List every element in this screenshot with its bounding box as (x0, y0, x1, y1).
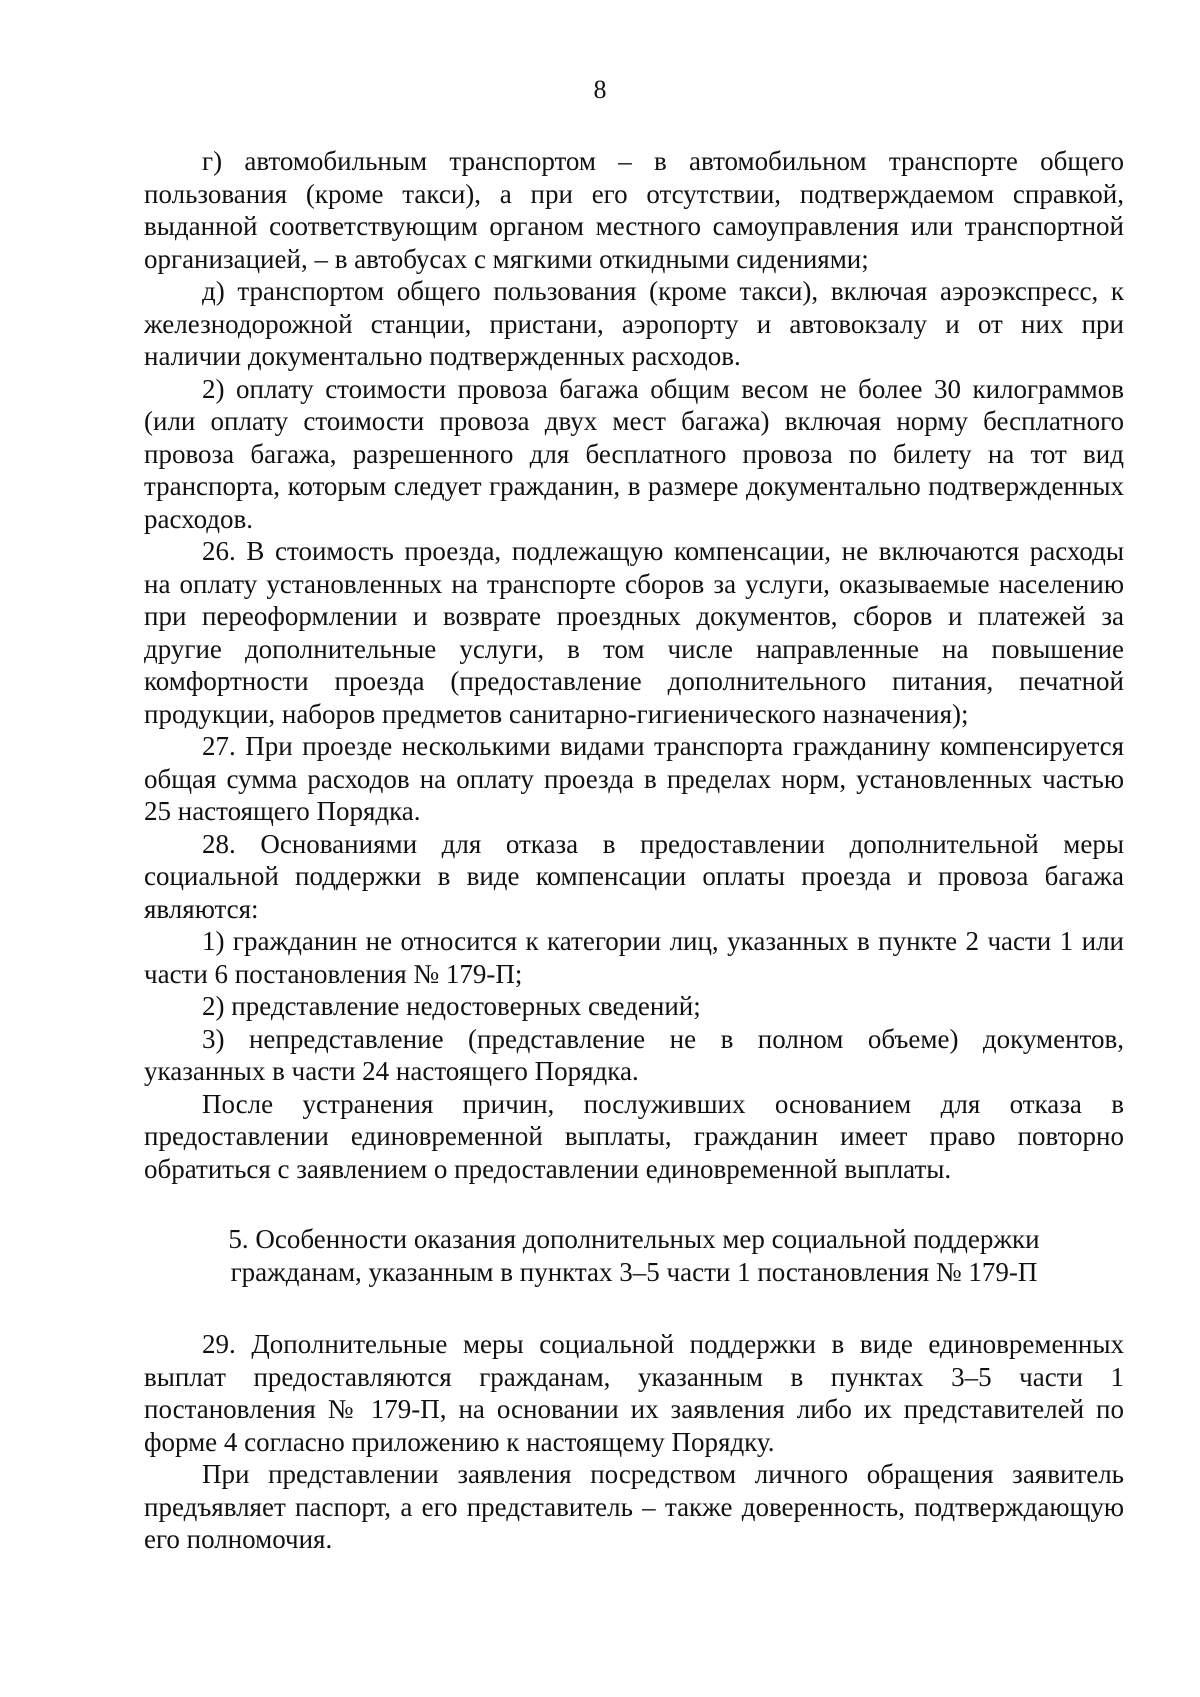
paragraph-passport: При представлении заявления посредством личного обращения заявитель предъявляет паспорт, а его представитель – также доверенность, подтверждающую его полномочия. (144, 1459, 1124, 1554)
paragraph-28-1: 1) гражданин не относится к категории лиц, указанных в пункте 2 части 1 или части 6 постановления № 179-П; (144, 926, 1124, 989)
paragraph-26: 26. В стоимость проезда, подлежащую компенсации, не включаются расходы на оплату установленных на транспорте сборов за услуги, оказываемые населению при переоформлении и возврате проездных документов, сборов и платежей за другие дополнительные услуги, в том числе направленные на повышение комфортности проезда (предоставление дополнительного питания, печатной продукции, наборов предметов санитарно-гигиенического назначения); (144, 536, 1124, 729)
paragraph-item-d: д) транспортом общего пользования (кроме такси), включая аэроэкспресс, к железнодорожной станции, пристани, аэропорту и автовокзалу и от них при наличии документально подтвержденных расходов. (144, 276, 1124, 371)
paragraph-28: 28. Основаниями для отказа в предоставлении дополнительной меры социальной поддержки в виде компенсации оплаты проезда и провоза багажа являются: (144, 828, 1124, 924)
paragraph-baggage: 2) оплату стоимости провоза багажа общим весом не более 30 килограммов (или оплату стоимости провоза двух мест багажа) включая норму бесплатного провоза багажа, разрешенного для бесплатного провоза по билету на тот вид транспорта, которым следует гражданин, в размере документально подтвержденных расходов. (144, 373, 1124, 534)
paragraph-after-elimination: После устранения причин, послуживших основанием для отказа в предоставлении единовременной выплаты, гражданин имеет право повторно обратиться с заявлением о предоставлении единовременной выплаты. (144, 1088, 1124, 1184)
page-number: 8 (593, 75, 607, 104)
paragraph-27: 27. При проезде несколькими видами транспорта гражданину компенсируется общая сумма расходов на оплату проезда в пределах норм, установленных частью 25 настоящего Порядка. (144, 731, 1124, 826)
section-heading: 5. Особенности оказания дополнительных мер социальной поддержки гражданам, указанным в пунктах 3–5 части 1 постановления № 179-П (228, 1224, 1040, 1287)
paragraph-28-2: 2) представление недостоверных сведений; (202, 991, 701, 1021)
document-body (144, 145, 1124, 1556)
paragraph-29: 29. Дополнительные меры социальной поддержки в виде единовременных выплат предоставляются гражданам, указанным в пунктах 3–5 части 1 постановления № 179-П, на основании их заявления либо их представителей по форме 4 согласно приложению к настоящему Порядку. (144, 1329, 1124, 1457)
paragraph-item-g: г) автомобильным транспортом – в автомобильном транспорте общего пользования (кроме такси), а при его отсутствии, подтверждаемом справкой, выданной соответствующим органом местного самоуправления или транспортной организацией, – в автобусах с мягкими откидными сидениями; (144, 146, 1124, 274)
paragraph-28-3: 3) непредставление (представление не в полном объеме) документов, указанных в части 24 настоящего Порядка. (144, 1023, 1124, 1086)
